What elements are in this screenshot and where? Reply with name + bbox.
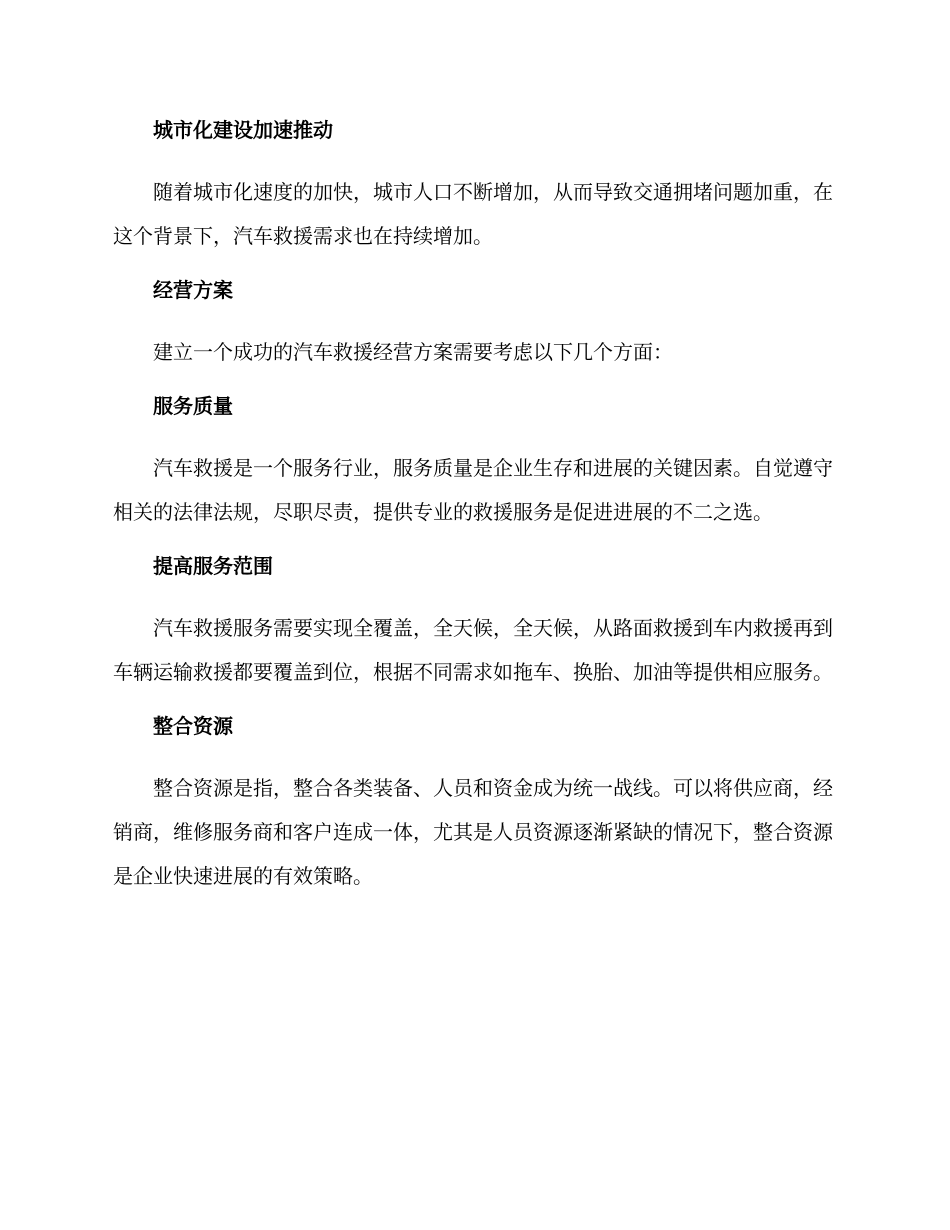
section-heading-urbanization: 城市化建设加速推动 <box>153 118 333 142</box>
section-heading-resource-integration: 整合资源 <box>153 714 233 738</box>
section-heading-business-plan: 经营方案 <box>153 278 233 302</box>
section-heading-service-quality: 服务质量 <box>153 394 233 418</box>
section-paragraph-resource-integration: 整合资源是指，整合各类装备、人员和资金成为统一战线。可以将供应商，经销商，维修服务商和客户连成一体，尤其是人员资源逐渐紧缺的情况下，整合资源是企业快速进展的有效策略。 <box>113 776 833 888</box>
section-paragraph-service-quality: 汽车救援是一个服务行业，服务质量是企业生存和进展的关键因素。自觉遵守相关的法律法规，尽职尽责，提供专业的救援服务是促进进展的不二之选。 <box>113 456 833 524</box>
document-page <box>113 112 833 912</box>
section-heading-service-scope: 提高服务范围 <box>153 554 273 578</box>
section-paragraph-service-scope: 汽车救援服务需要实现全覆盖，全天候，全天候，从路面救援到车内救援再到车辆运输救援都要覆盖到位，根据不同需求如拖车、换胎、加油等提供相应服务。 <box>113 616 833 684</box>
section-paragraph-business-plan: 建立一个成功的汽车救援经营方案需要考虑以下几个方面： <box>153 340 673 364</box>
section-paragraph-urbanization: 随着城市化速度的加快，城市人口不断增加，从而导致交通拥堵问题加重，在这个背景下，汽车救援需求也在持续增加。 <box>113 180 833 248</box>
